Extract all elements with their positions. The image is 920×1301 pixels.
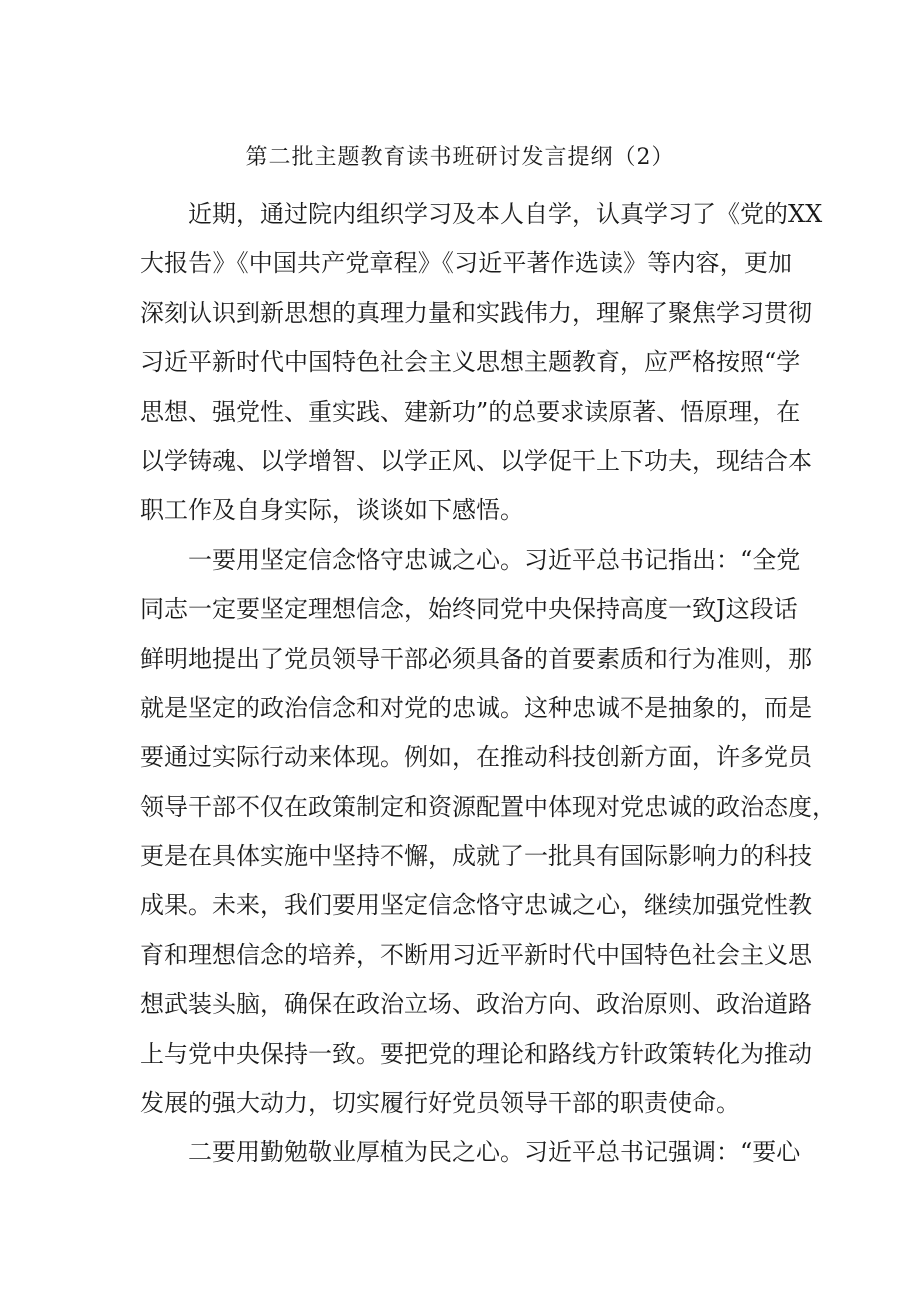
paragraph-line: 发展的强大动力，切实履行好党员领导干部的职责使命。 <box>140 1089 740 1118</box>
paragraph-line: 上与党中央保持一致。要把党的理论和路线方针政策转化为推动 <box>140 1039 812 1068</box>
paragraph-line: 就是坚定的政治信念和对党的忠诚。这种忠诚不是抽象的，而是 <box>140 693 812 722</box>
paragraph-line: 深刻认识到新思想的真理力量和实践伟力，理解了聚焦学习贯彻 <box>140 298 812 327</box>
paragraph-line: 习近平新时代中国特色社会主义思想主题教育，应严格按照“学 <box>140 348 801 377</box>
paragraph-line: 大报告》《中国共产党章程》《习近平著作选读》等内容，更加 <box>140 249 792 278</box>
paragraph-line: 成果。未来，我们要用坚定信念恪守忠诚之心，继续加强党性教 <box>140 891 812 920</box>
paragraph-line: 职工作及自身实际，谈谈如下感悟。 <box>140 496 524 525</box>
paragraph-line: 以学铸魂、以学增智、以学正风、以学促干上下功夫，现结合本 <box>140 446 812 475</box>
paragraph-line: 领导干部不仅在政策制定和资源配置中体现对党忠诚的政治态度， <box>140 792 836 821</box>
paragraph-line: 思想、强党性、重实践、建新功”的总要求读原著、悟原理，在 <box>140 397 801 426</box>
paragraph-line: 要通过实际行动来体现。例如，在推动科技创新方面，许多党员 <box>140 743 812 772</box>
document-body <box>140 190 836 1178</box>
paragraph-line: 鲜明地提出了党员领导干部必须具备的首要素质和行为准则，那 <box>140 644 812 673</box>
document-title: 第二批主题教育读书班研讨发言提纲（2） <box>245 145 675 170</box>
paragraph-line: 想武装头脑，确保在政治立场、政治方向、政治原则、政治道路 <box>140 990 812 1019</box>
paragraph-line: 育和理想信念的培养，不断用习近平新时代中国特色社会主义思 <box>140 940 812 969</box>
paragraph-line: 二要用勤勉敬业厚植为民之心。习近平总书记强调：“要心 <box>188 1138 801 1167</box>
paragraph-line: 更是在具体实施中坚持不懈，成就了一批具有国际影响力的科技 <box>140 842 812 871</box>
paragraph-line: 一要用坚定信念恪守忠诚之心。习近平总书记指出：“全党 <box>188 545 801 574</box>
paragraph-line: 同志一定要坚定理想信念，始终同党中央保持高度一致J这段话 <box>140 595 798 624</box>
paragraph-line: 近期，通过院内组织学习及本人自学，认真学习了《党的XX <box>188 200 823 228</box>
